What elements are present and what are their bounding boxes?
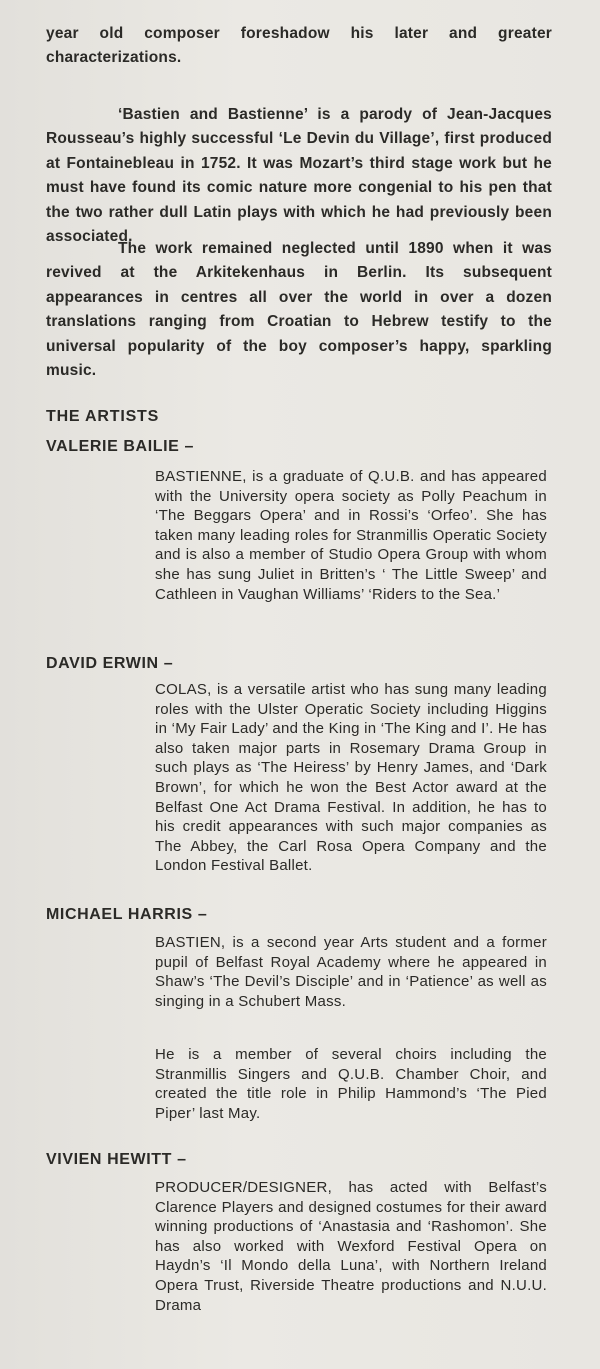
artist-name-david: DAVID ERWIN – (46, 655, 174, 672)
artist-bio-michael-2: He is a member of several choirs including the Stranmillis Singers and Q.U.B. Chamber Choir, and created the title role in Philip Hammond’s ‘The Pied Piper’ last May. (155, 1046, 547, 1122)
artist-name-valerie: VALERIE BAILIE – (46, 438, 194, 455)
intro-paragraph-2: ‘Bastien and Bastienne’ is a parody of Jean-Jacques Rousseau’s highly successful ‘Le Devin du Village’, first produced at Fontainebleau in 1752. It was Mozart’s third stage work but he must have found its comic nature more congenial to his pen that the two rather dull Latin plays with which he had previously been associated. (46, 106, 552, 246)
artist-bio-vivien: PRODUCER/DESIGNER, has acted with Belfast’s Clarence Players and designed costumes for their award winning productions of ‘Anastasia and ‘Rashomon’. She has also worked with Wexford Festival Opera on Haydn’s ‘Il Mondo della Luna’, with Northern Ireland Opera Trust, Riverside Theatre productions and N.U.U. Drama (155, 1179, 547, 1314)
artist-name-michael: MICHAEL HARRIS – (46, 906, 208, 923)
artists-heading: THE ARTISTS (46, 408, 160, 425)
intro-paragraph-1: year old composer foreshadow his later and greater characterizations. (46, 25, 552, 67)
artist-bio-david: COLAS, is a versatile artist who has sung many leading roles with the Ulster Operatic Society including Higgins in ‘My Fair Lady’ and the King in ‘The King and I’. He has also taken major parts in Rosemary Drama Group in such plays as ‘The Heiress’ by Henry James, and ‘Dark Brown’, for which he won the Best Actor award at the Belfast One Act Drama Festival. In addition, he has to his credit appearances with such major companies as The Abbey, the Carl Rosa Opera Company and the London Festival Ballet. (155, 681, 547, 875)
intro-paragraph-3: The work remained neglected until 1890 when it was revived at the Arkitekenhaus in Berlin. Its subsequent appearances in centres all over the world in over a dozen translations ranging from Croatian to Hebrew testify to the universal popularity of the boy composer’s happy, sparkling music. (46, 240, 552, 380)
artist-bio-valerie: BASTIENNE, is a graduate of Q.U.B. and has appeared with the University opera society as Polly Peachum in ‘The Beggars Opera’ and in Rossi’s ‘Orfeo’. She has taken many leading roles for Stranmillis Operatic Society and is also a member of Studio Opera Group with whom she has sung Juliet in Britten’s ‘ The Little Sweep’ and Cathleen in Vaughan Williams’ ‘Riders to the Sea.’ (155, 468, 547, 603)
artist-name-vivien: VIVIEN HEWITT – (46, 1151, 187, 1168)
artist-bio-michael-1: BASTIEN, is a second year Arts student and a former pupil of Belfast Royal Academy where he appeared in Shaw’s ‘The Devil’s Disciple’ and in ‘Patience’ as well as singing in a Schubert Mass. (155, 934, 547, 1010)
